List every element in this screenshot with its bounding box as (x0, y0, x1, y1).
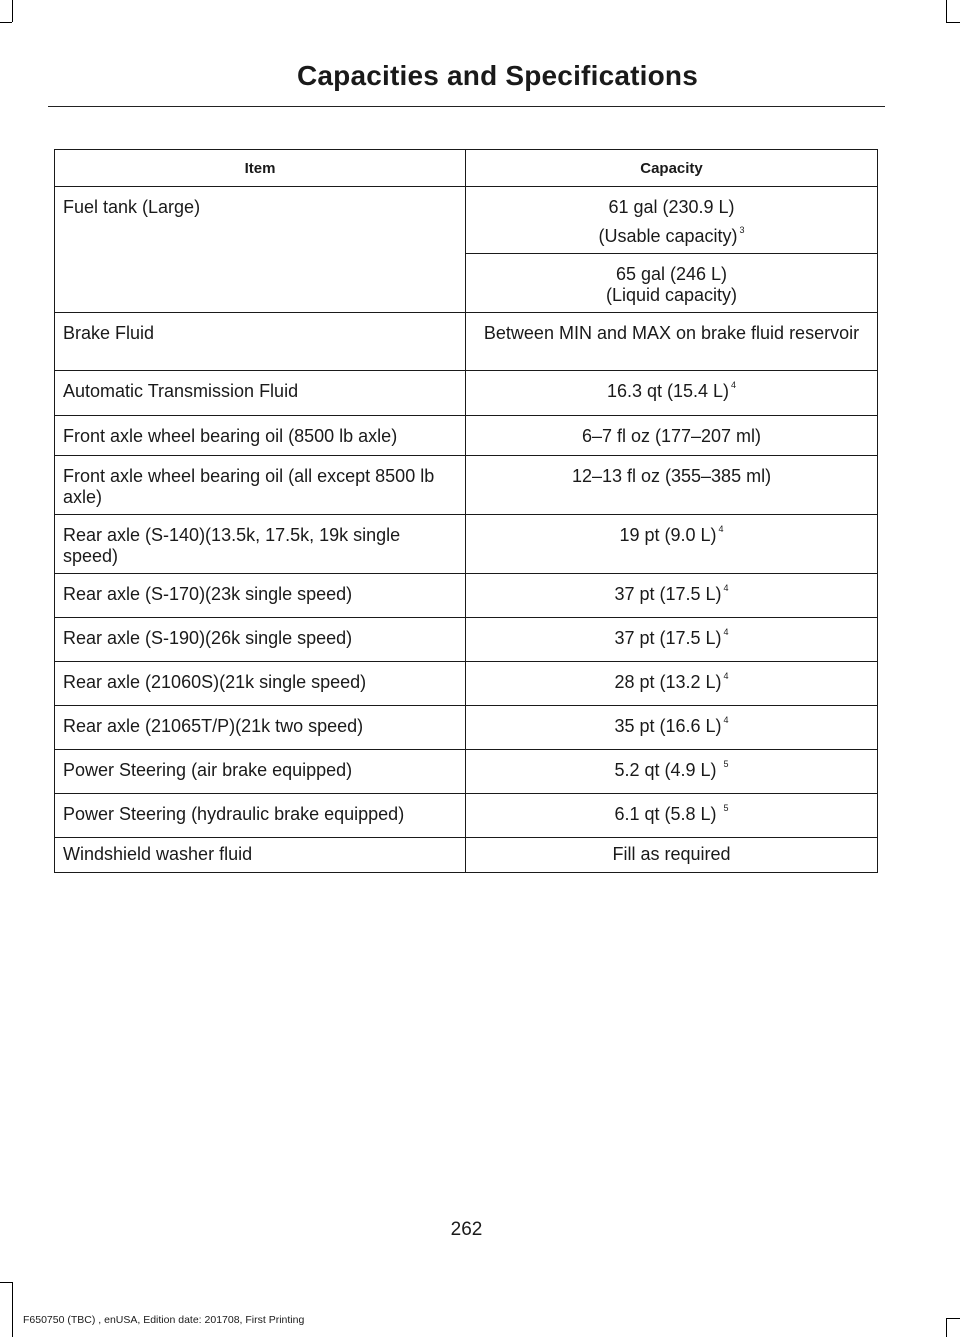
crop-mark-bottom-left (12, 1282, 13, 1337)
item-cell: Front axle wheel bearing oil (8500 lb axle) (55, 416, 466, 456)
item-cell: Rear axle (S-170)(23k single speed) (55, 574, 466, 618)
footnote-ref: 4 (723, 627, 729, 637)
table-row (55, 750, 878, 794)
capacities-table (54, 149, 878, 873)
capacity-note: (Liquid capacity) (605, 285, 738, 305)
footnote-ref: 4 (723, 715, 729, 725)
page-number: 262 (450, 1219, 483, 1240)
table-row (55, 618, 878, 662)
footnote-ref: 3 (739, 225, 745, 235)
footer-edition-info: F650750 (TBC) , enUSA, Edition date: 201708, First Printing (23, 1314, 305, 1326)
capacity-cell: 37 pt (17.5 L) $^4$ (466, 618, 878, 662)
title-divider (48, 106, 885, 107)
item-cell: Rear axle (21060S)(21k single speed) (55, 662, 466, 706)
capacity-cell (466, 254, 878, 313)
item-cell: Power Steering (hydraulic brake equipped) (55, 794, 466, 838)
footnote-ref: 4 (718, 524, 724, 534)
capacity-cell: 5.2 qt (4.9 L) $^5$ (466, 750, 878, 794)
footnote-ref: 4 (731, 380, 737, 390)
table-row (55, 662, 878, 706)
capacity-cell: 37 pt (17.5 L) $^4$ (466, 574, 878, 618)
table-row (55, 794, 878, 838)
table-row (55, 838, 878, 873)
capacity-cell: 28 pt (13.2 L) $^4$ (466, 662, 878, 706)
capacity-cell: 12–13 fl oz (355–385 ml) (466, 456, 878, 515)
capacity-cell: Between MIN and MAX on brake fluid reservoir (466, 313, 878, 371)
capacity-cell: 6.1 qt (5.8 L) $^5$ (466, 794, 878, 838)
crop-mark-bottom-right-h (946, 1318, 960, 1319)
capacity-value: 65 gal (246 L) (615, 264, 728, 284)
table-row (55, 706, 878, 750)
table-row (55, 456, 878, 515)
item-cell: Rear axle (S-190)(26k single speed) (55, 618, 466, 662)
capacity-cell: Fill as required (466, 838, 878, 873)
item-cell: Rear axle (21065T/P)(21k two speed) (55, 706, 466, 750)
column-header-capacity: Capacity (466, 150, 878, 187)
capacity-value: 61 gal (230.9 L) (608, 197, 735, 217)
footnote-ref: 5 (723, 759, 729, 769)
crop-mark-top-left (12, 0, 13, 22)
footnote-ref: 4 (723, 671, 729, 681)
table-row (55, 574, 878, 618)
item-cell: Automatic Transmission Fluid (55, 371, 466, 416)
table-row (55, 371, 878, 416)
item-cell: Windshield washer fluid (55, 838, 466, 873)
item-cell: Fuel tank (Large) (55, 187, 466, 313)
footnote-ref: 5 (723, 803, 729, 813)
crop-mark-top-left-h (0, 22, 12, 23)
table-header-row (55, 150, 878, 187)
footnote-ref: 4 (723, 583, 729, 593)
item-cell: Front axle wheel bearing oil (all except 8500 lb axle) (55, 456, 466, 515)
capacity-cell: 35 pt (16.6 L) $^4$ (466, 706, 878, 750)
column-header-item: Item (55, 150, 466, 187)
capacity-cell: 6–7 fl oz (177–207 ml) (466, 416, 878, 456)
item-cell: Rear axle (S-140)(13.5k, 17.5k, 19k single speed) (55, 515, 466, 574)
table-row (55, 187, 878, 254)
table-row (55, 515, 878, 574)
table-row (55, 313, 878, 371)
capacity-cell: 16.3 qt (15.4 L) $^4$ (466, 371, 878, 416)
capacity-note: (Usable capacity) $^3$ (598, 225, 745, 246)
crop-mark-bottom-right (946, 1318, 947, 1337)
crop-mark-top-right (946, 0, 947, 22)
capacity-cell (466, 187, 878, 254)
crop-mark-bottom-left-h (0, 1282, 12, 1283)
page-title: Capacities and Specifications (296, 60, 698, 91)
item-cell: Power Steering (air brake equipped) (55, 750, 466, 794)
crop-mark-top-right-h (946, 22, 960, 23)
table-row (55, 416, 878, 456)
item-cell: Brake Fluid (55, 313, 466, 371)
capacity-cell: 19 pt (9.0 L) $^4$ (466, 515, 878, 574)
